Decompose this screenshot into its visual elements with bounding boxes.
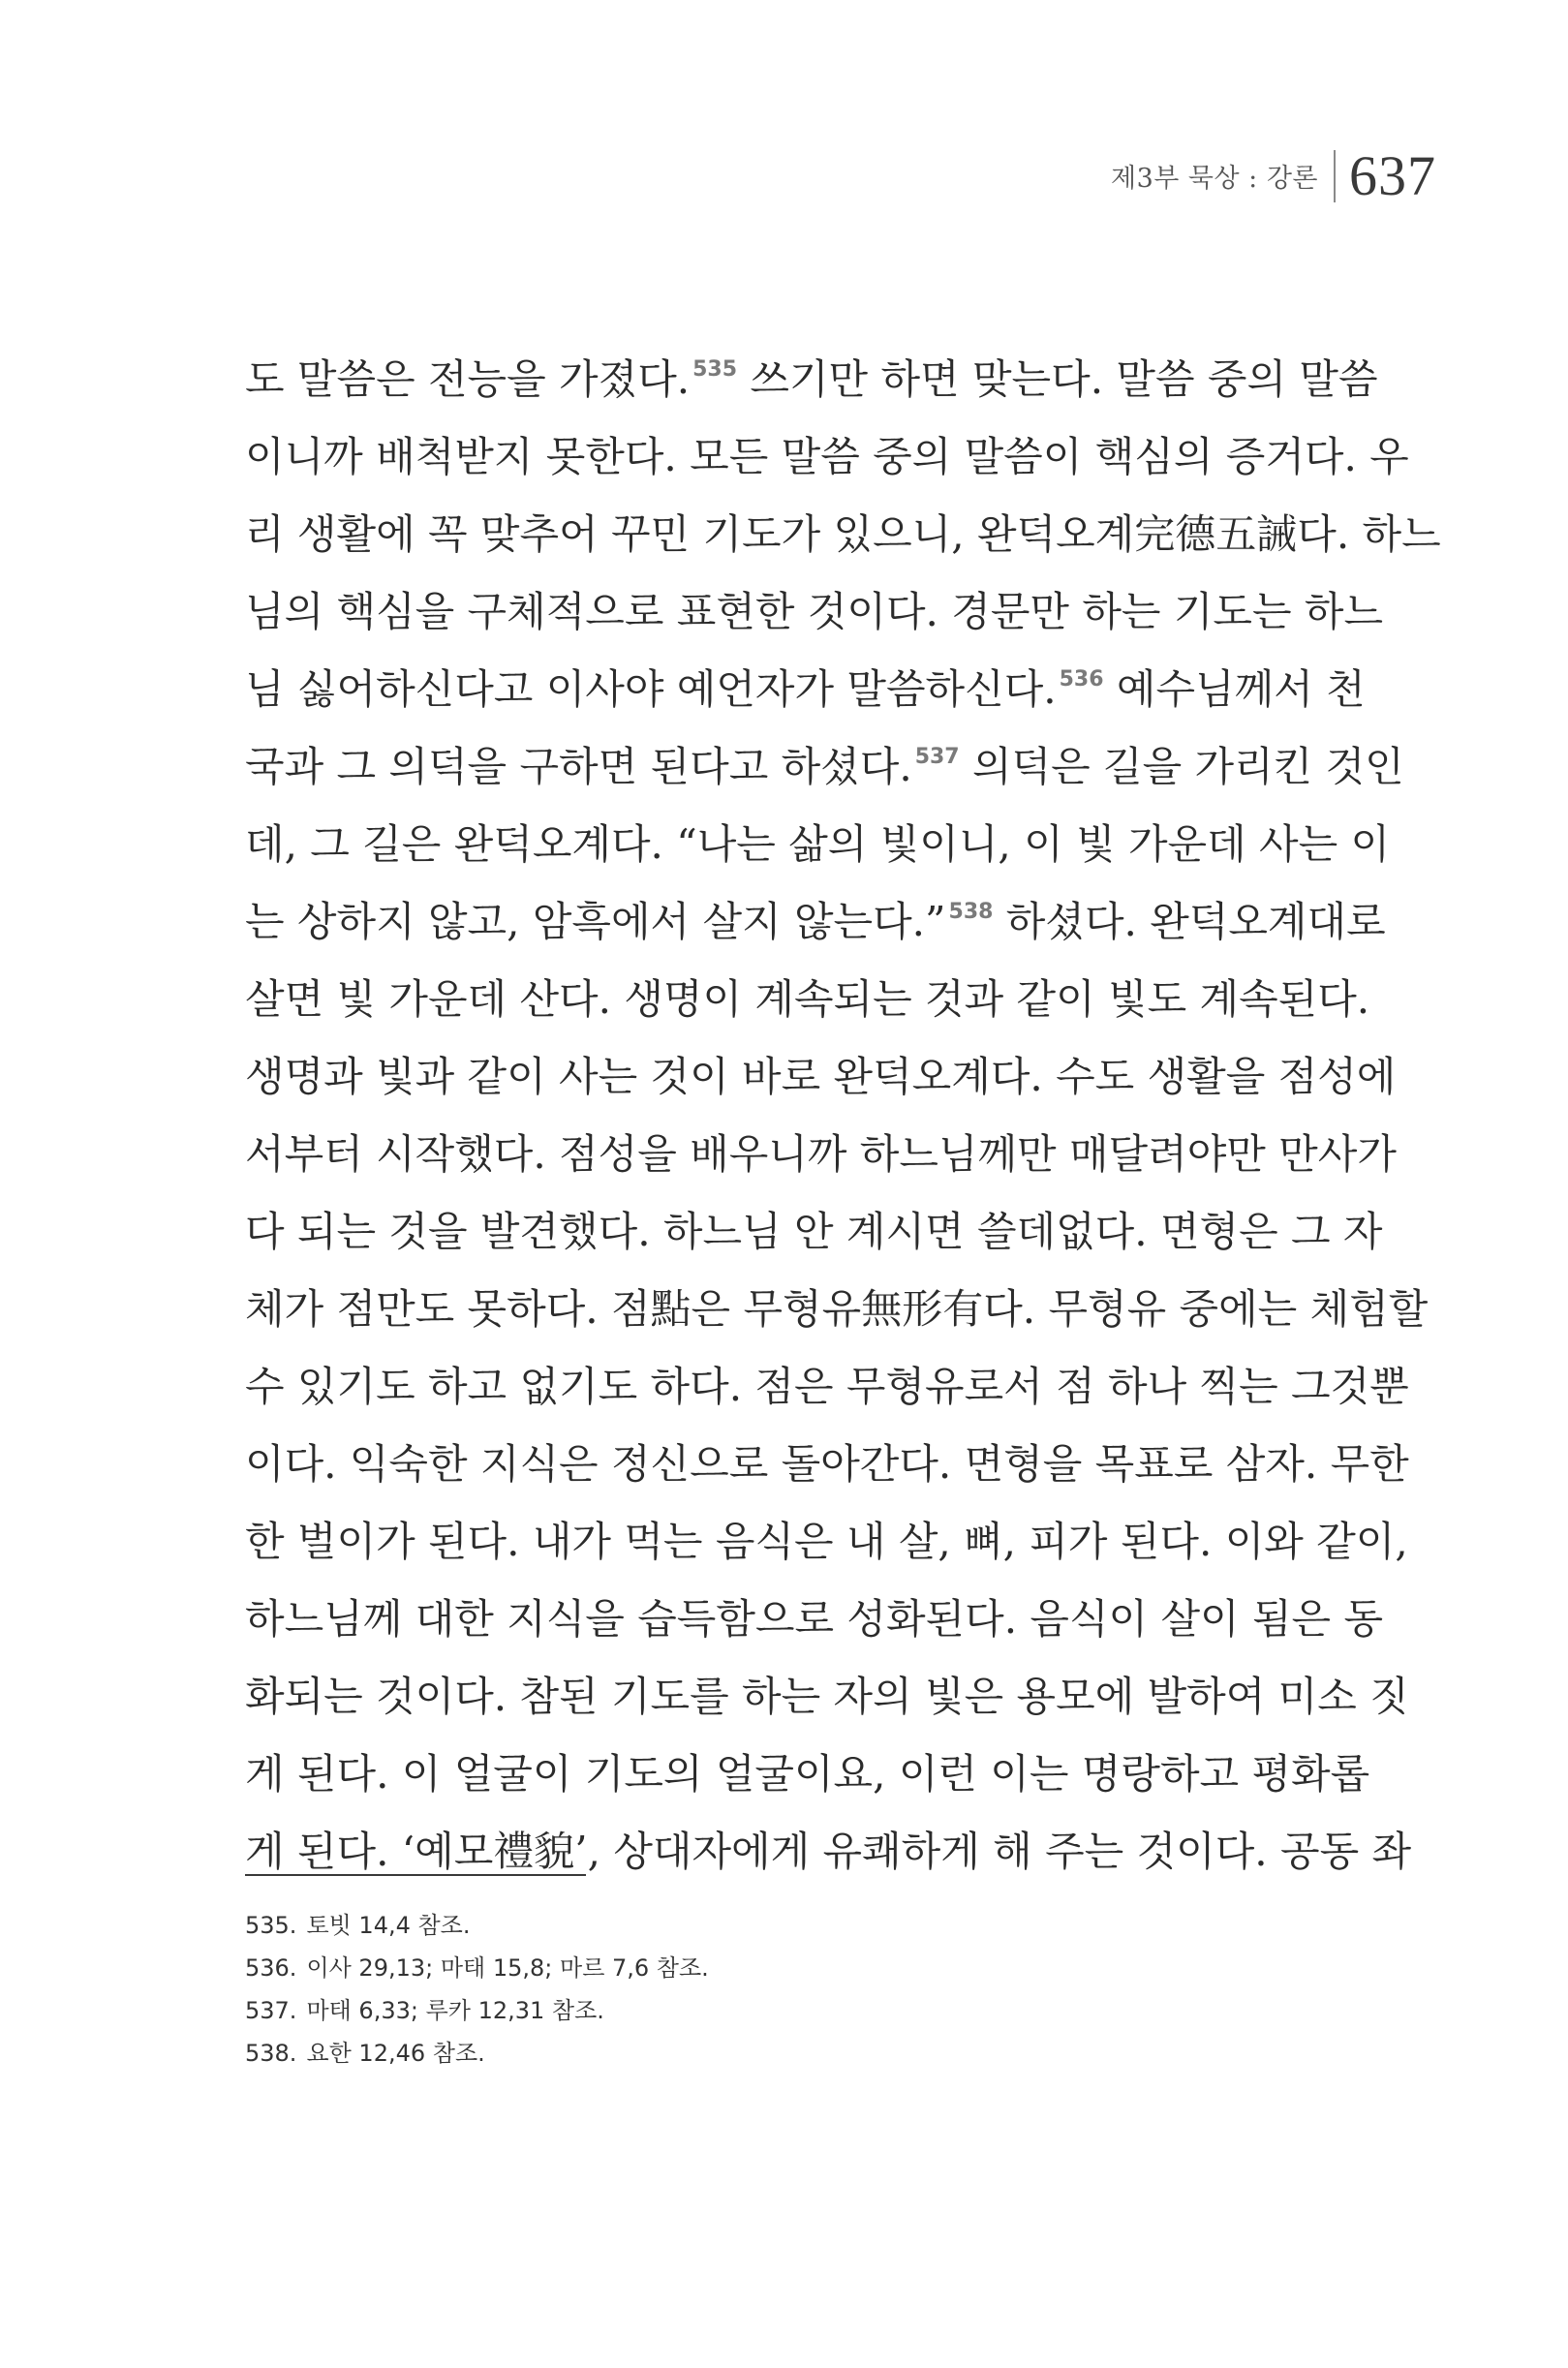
body-text-run: 서부터 시작했다. 점성을 배우니까 하느님께만 매달려야만 만사가 <box>245 1130 1397 1178</box>
body-line <box>245 1503 1408 1581</box>
footnote-number: 538. <box>245 2040 297 2067</box>
footnote-number: 536. <box>245 1954 297 1982</box>
footnote-text: 토빗 14,4 참조. <box>306 1912 471 1939</box>
body-line <box>245 1736 1370 1813</box>
body-text-run: 이니까 배척받지 못한다. 모든 말씀 중의 말씀이 핵심의 증거다. 우 <box>245 433 1409 480</box>
footnote-number: 535. <box>245 1912 297 1939</box>
body-line <box>245 1658 1409 1736</box>
body-text-run: 다 되는 것을 발견했다. 하느님 안 계시면 쓸데없다. 면형은 그 자 <box>245 1208 1383 1255</box>
body-line <box>245 1116 1397 1193</box>
body-text-run: 리 생활에 꼭 맞추어 꾸민 기도가 있으니, 완덕오계完德五誡다. 하느 <box>245 510 1441 558</box>
body-text-run: 생명과 빛과 같이 사는 것이 바로 완덕오계다. 수도 생활을 점성에 <box>245 1053 1397 1100</box>
footnote-reference: 538 <box>948 900 994 924</box>
footnote-reference: 536 <box>1059 667 1104 692</box>
body-line <box>245 883 1386 961</box>
body-line <box>245 496 1441 573</box>
footnote <box>245 1904 709 1947</box>
body-text-run: 쓰기만 하면 맞는다. 말씀 중의 말씀 <box>737 355 1378 403</box>
body-text-run: 화되는 것이다. 참된 기도를 하는 자의 빛은 용모에 발하여 미소 짓 <box>245 1673 1409 1720</box>
body-text-run: 체가 점만도 못하다. 점點은 무형유無形有다. 무형유 중에는 체험할 <box>245 1285 1429 1333</box>
page-number: 637 <box>1349 144 1436 207</box>
footnote <box>245 1989 709 2032</box>
running-header <box>1111 143 1436 208</box>
body-line <box>245 651 1366 728</box>
body-text-run: 게 된다. 이 얼굴이 기도의 얼굴이요, 이런 이는 명랑하고 평화롭 <box>245 1750 1370 1798</box>
footnote-reference: 535 <box>692 357 738 382</box>
body-line <box>245 1348 1409 1426</box>
body-text-run: 국과 그 의덕을 구하면 된다고 하셨다. <box>245 743 912 790</box>
body-text-run: 살면 빛 가운데 산다. 생명이 계속되는 것과 같이 빛도 계속된다. <box>245 975 1370 1023</box>
footnote <box>245 2032 709 2075</box>
body-text-run: 수 있기도 하고 없기도 하다. 점은 무형유로서 점 하나 찍는 그것뿐 <box>245 1363 1409 1410</box>
footnote-text: 요한 12,46 참조. <box>306 2040 485 2067</box>
body-text-run: 하느님께 대한 지식을 습득함으로 성화된다. 음식이 살이 됨은 동 <box>245 1595 1384 1643</box>
body-text-run: 하셨다. 완덕오계대로 <box>993 898 1386 945</box>
body-line <box>245 961 1370 1038</box>
body-text-run: 이다. 익숙한 지식은 정신으로 돌아간다. 면형을 목표로 삼자. 무한 <box>245 1440 1409 1488</box>
footnote-divider <box>245 1874 586 1876</box>
body-text-run: 도 말씀은 전능을 가졌다. <box>245 355 691 403</box>
body-text-run: 게 된다. ‘예모禮貌’, 상대자에게 유쾌하게 해 주는 것이다. 공동 좌 <box>245 1828 1412 1875</box>
body-line <box>245 728 1404 806</box>
body-text <box>245 341 1441 1891</box>
body-line <box>245 1426 1409 1503</box>
footnotes <box>245 1904 709 2075</box>
body-line <box>245 573 1384 651</box>
body-text-run: 데, 그 길은 완덕오계다. “나는 삶의 빛이니, 이 빛 가운데 사는 이 <box>245 820 1391 868</box>
footnote-text: 이사 29,13; 마태 15,8; 마르 7,6 참조. <box>306 1954 709 1982</box>
body-text-run: 님 싫어하신다고 이사야 예언자가 말씀하신다. <box>245 665 1057 713</box>
body-text-run: 의덕은 길을 가리킨 것인 <box>959 743 1404 790</box>
body-line <box>245 1271 1429 1348</box>
body-line <box>245 418 1409 496</box>
footnote <box>245 1947 709 1989</box>
footnote-text: 마태 6,33; 루카 12,31 참조. <box>306 1997 604 2024</box>
footnote-number: 537. <box>245 1997 297 2024</box>
body-line <box>245 1813 1412 1891</box>
body-text-run: 는 상하지 않고, 암흑에서 살지 않는다.” <box>245 898 946 945</box>
section-title: 제3부 묵상 : 강론 <box>1110 164 1318 194</box>
body-text-run: 님의 핵심을 구체적으로 표현한 것이다. 경문만 하는 기도는 하느 <box>245 588 1384 635</box>
body-text-run: 예수님께서 천 <box>1103 665 1366 713</box>
footnote-reference: 537 <box>914 745 960 769</box>
body-line <box>245 1193 1383 1271</box>
header-divider <box>1334 150 1336 202</box>
body-line <box>245 1038 1397 1116</box>
body-line <box>245 1581 1384 1658</box>
body-line <box>245 806 1391 883</box>
body-line <box>245 341 1378 418</box>
body-text-run: 한 벌이가 된다. 내가 먹는 음식은 내 살, 뼈, 피가 된다. 이와 같이, <box>245 1518 1408 1565</box>
